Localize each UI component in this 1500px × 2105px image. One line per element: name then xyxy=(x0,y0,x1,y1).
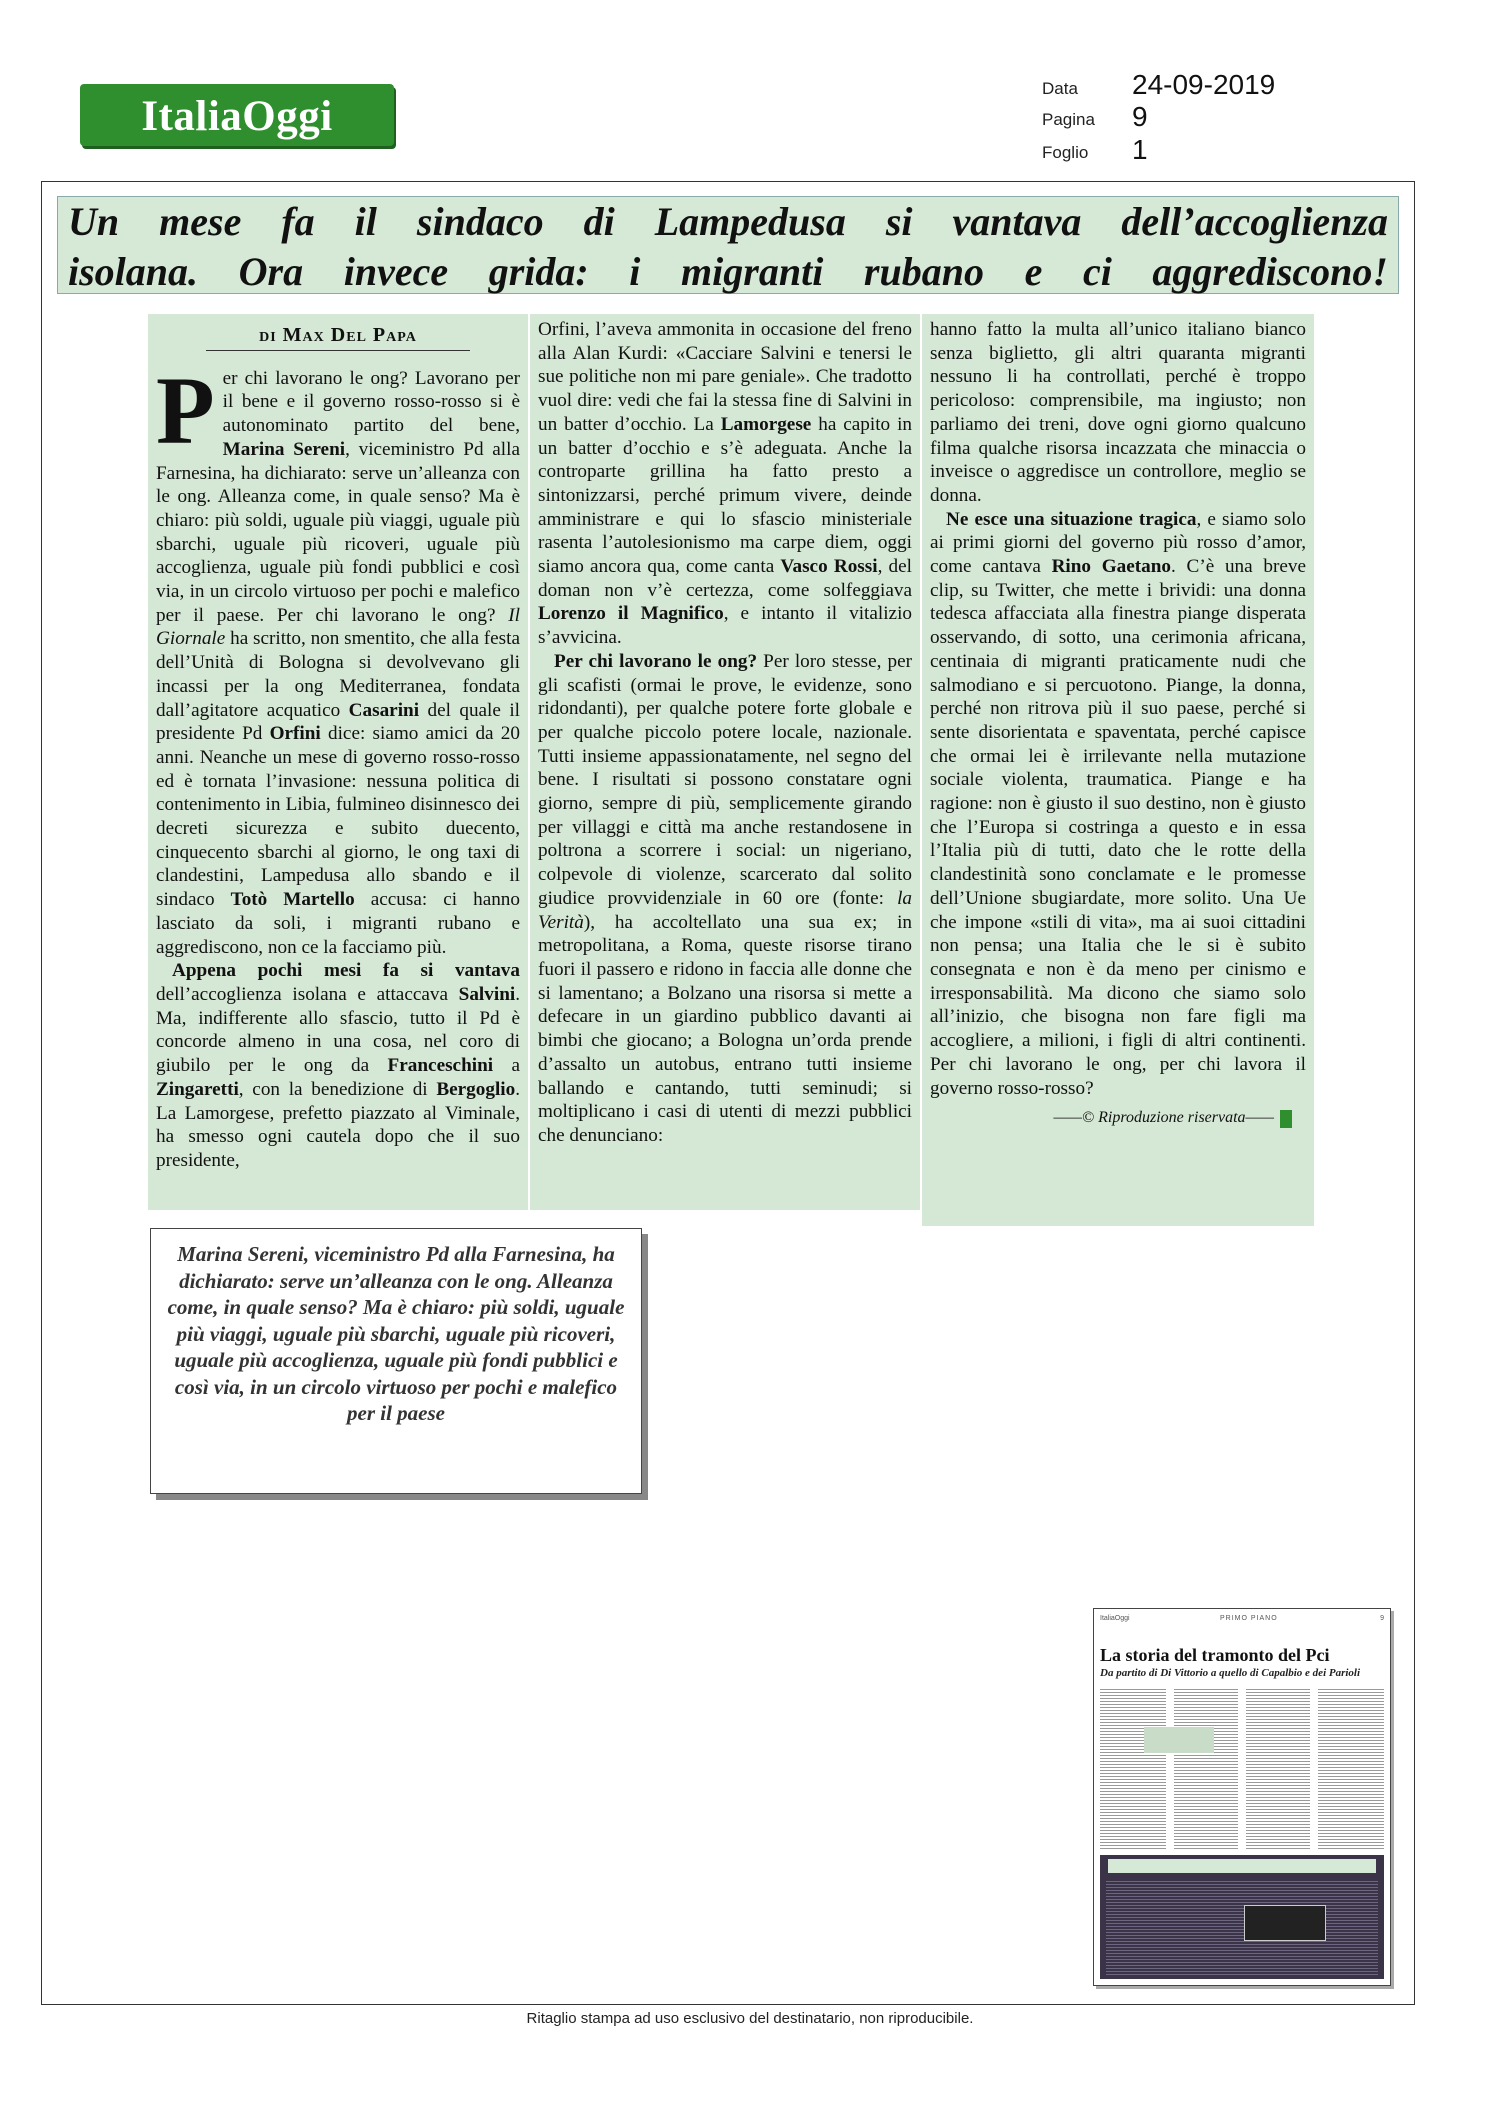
thumbnail-section: PRIMO PIANO xyxy=(1220,1615,1278,1622)
column-1-paragraph-2: Appena pochi mesi fa si vantava dell’accoglienza isolana e attaccava Salvini. Ma, indifferente allo sfascio, tutto il Pd è concorde almeno in una cosa, nel coro di giubilo per le ong da Franceschini a Zingaretti, con la benedizione di Bergoglio. La Lamorgese, prefetto piazzato al Viminale, ha smesso ogni cautela dopo che il suo presidente, xyxy=(156,960,520,1171)
column-2-paragraph-1: Orfini, l’aveva ammonita in occasione del freno alla Alan Kurdi: «Cacciare Salvini e tenersi le sue politiche non mi pare geniale». Che tradotto vuol dire: vedi che fai la stessa fine di Salvini in un batter d’occhio. La Lamorgese ha capito in un batter d’occhio e s’è adeguata. Anche la controparte grillina ha fatto presto a sintonizzarsi, perché primum vivere, deinde amministrare e qui lo sfascio ministeriale rasenta l’autolesionismo ma carpe diem, oggi siamo ancora qua, come canta Vasco Rossi, del doman non v’è certezza, come solfeggiava Lorenzo il Magnifico, e intanto il vitalizio s’avvicina. xyxy=(538,319,912,649)
thumbnail-page-number: 9 xyxy=(1380,1615,1384,1622)
thumbnail-title: La storia del tramonto del Pci xyxy=(1100,1645,1330,1665)
italiaoggi-logo xyxy=(80,84,394,146)
article-column-1 xyxy=(148,314,528,1210)
thumbnail-subtitle: Da partito di Di Vittorio a quello di Capalbio e dei Parioli xyxy=(1100,1667,1361,1679)
pull-quote-box xyxy=(150,1228,642,1494)
column-3-paragraph-2: Ne esce una situazione tragica, e siamo solo ai primi giorni del governo più rosso d’amor, come cantava Rino Gaetano. C’è una breve clip, su Twitter, che mette i brividi: una donna tedesca affacciata alla finestra piange disperata osservando, di sotto, una cerimonia africana, centinaia di migranti praticamente nudi che salmodiano e si percuotono. Piange, la donna, perché non ritrova più il suo paese, perché si sente disorientata e spaventata, perché capisce che ormai lei è irrilevante nella mutazione sociale violenta, traumatica. Piange e ha ragione: non è giusto il suo destino, non è giusto che l’Europa si costringa a questo e in essa l’Italia più di tutti, dato che le rotte della clandestinità sono conclamate e le promesse dell’Unione sbugiardate, more solito. Una Ue che impone «stili di vita», ma ai suoi cittadini non pensa; una Italia che le si è subito consegnata e non è da meno per cinismo e irresponsabilità. Ma dicono che siamo solo all’inizio, che bisogna non fare figli ma accogliere, a milioni, i figli di altri continenti. Per chi lavorano le ong, per chi lavora il governo rosso-rosso? xyxy=(930,508,1306,1099)
thumbnail-header xyxy=(1100,1615,1384,1625)
meta-data-value: 24-09-2019 xyxy=(1132,69,1276,100)
headline-line-1: Un mese fa il sindaco di Lampedusa si vantava dell’accoglienza xyxy=(68,199,1388,244)
meta-pagina-label: Pagina xyxy=(1042,110,1095,129)
article-column-2 xyxy=(530,314,920,1210)
footer-notice: Ritaglio stampa ad uso esclusivo del destinatario, non riproducibile. xyxy=(526,2010,974,2027)
page-thumbnail xyxy=(1093,1608,1391,1986)
article-column-3 xyxy=(922,314,1314,1226)
meta-pagina-value: 9 xyxy=(1132,101,1148,132)
column-2-paragraph-2: Per chi lavorano le ong? Per loro stesse, per gli scafisti (ormai le prove, le evidenze, sono ridondanti), per qualche potere forte globale e per qualche piccolo potere locale, nazionale. Tutti insieme appassionatamente, nel segno del bene. I risultati si possono constatare ogni giorno, sempre di più, semplicemente girando per villaggi e città ma anche restandosene in poltrona a scorrere i social: un nigeriano, colpevole di violenze, scarcerato dal solito giudice provvidenziale in 60 ore (fonte: la Verità), ha accoltellato una sua ex; in metropolitana, a Roma, queste risorse tirano fuori il passero e ridono in faccia alle donne che si lamentano; a Bolzano una risorsa si mette a defecare in un giardino pubblico davanti ai bimbi che giocano; a Bologna un’orda prende d’assalto un autobus, entrano tutti insieme ballando e cantando, tutti seminudi; si moltiplicano i casi di utenti di mezzi pubblici che denunciano: xyxy=(538,650,913,1146)
headline-line-2: isolana. Ora invece grida: i migranti rubano e ci aggrediscono! xyxy=(68,249,1388,294)
thumbnail-image xyxy=(1144,1727,1214,1753)
logo-text: ItaliaOggi xyxy=(141,93,333,140)
column-1-paragraph-1: Per chi lavorano le ong? Lavorano per il bene e il governo rosso-rosso si è autonominato partito del bene, Marina Sereni, viceministro Pd alla Farnesina, ha dichiarato: serve un’alleanza con le ong. Alleanza come, in quale senso? Ma è chiaro: più soldi, uguale più viaggi, uguale più sbarchi, uguale più ricoveri, uguale più accoglienza, uguale più fondi pubblici e così via, in un circolo virtuoso per pochi e malefico per il paese. Per chi lavorano le ong? Il Giornale ha scritto, non smentito, che alla festa dell’Unità di Bologna si devolvevano gli incassi per la ong Mediterranea, fondata dall’agitatore acquatico Casarini del quale il presidente Pd Orfini dice: siamo amici da 20 anni. Neanche un mese di governo rosso-rosso ed è tornata l’invasione: nessuna politica di contenimento in Libia, fulmineo disinnesco dei decreti sicurezza e subito duecento, cinquecento sbarchi al giorno, le ong taxi di clandestini, Lampedusa allo sbando e il sindaco Totò Martello accusa: ci hanno lasciato da soli, i migranti rubano e aggrediscono, non ce la facciamo più. xyxy=(156,356,521,958)
article-headline xyxy=(57,196,1399,294)
byline: di Max Del Papa xyxy=(206,324,470,351)
drop-cap: P xyxy=(156,356,215,464)
thumbnail-masthead: ItaliaOggi xyxy=(1100,1615,1130,1622)
meta-data-label: Data xyxy=(1042,79,1078,98)
end-mark-icon xyxy=(1280,1110,1292,1128)
pull-quote-text: Marina Sereni, viceministro Pd alla Farnesina, ha dichiarato: serve un’alleanza con le ong. Alleanza come, in quale senso? Ma è chiaro: più soldi, uguale più viaggi, uguale più sbarchi, uguale più ricoveri, uguale più accoglienza, uguale più fondi pubblici e così via, in un circolo virtuoso per pochi e malefico per il paese xyxy=(167,1242,625,1425)
column-3-paragraph-1: hanno fatto la multa all’unico italiano bianco senza biglietto, gli altri quaranta migranti nessuno li ha controllati, perché è troppo pericoloso: comprensibile, ma ingiusto; non parliamo dei treni, dove ogni giorno qualcuno filma qualche risorsa incazzata che minaccia o inveisce o aggredisce un controllore, meglio se donna. xyxy=(930,319,1306,506)
meta-foglio-label: Foglio xyxy=(1042,143,1089,162)
copyright-credit: ——© Riproduzione riservata—— xyxy=(930,1106,1306,1130)
meta-foglio-value: 1 xyxy=(1132,134,1148,165)
